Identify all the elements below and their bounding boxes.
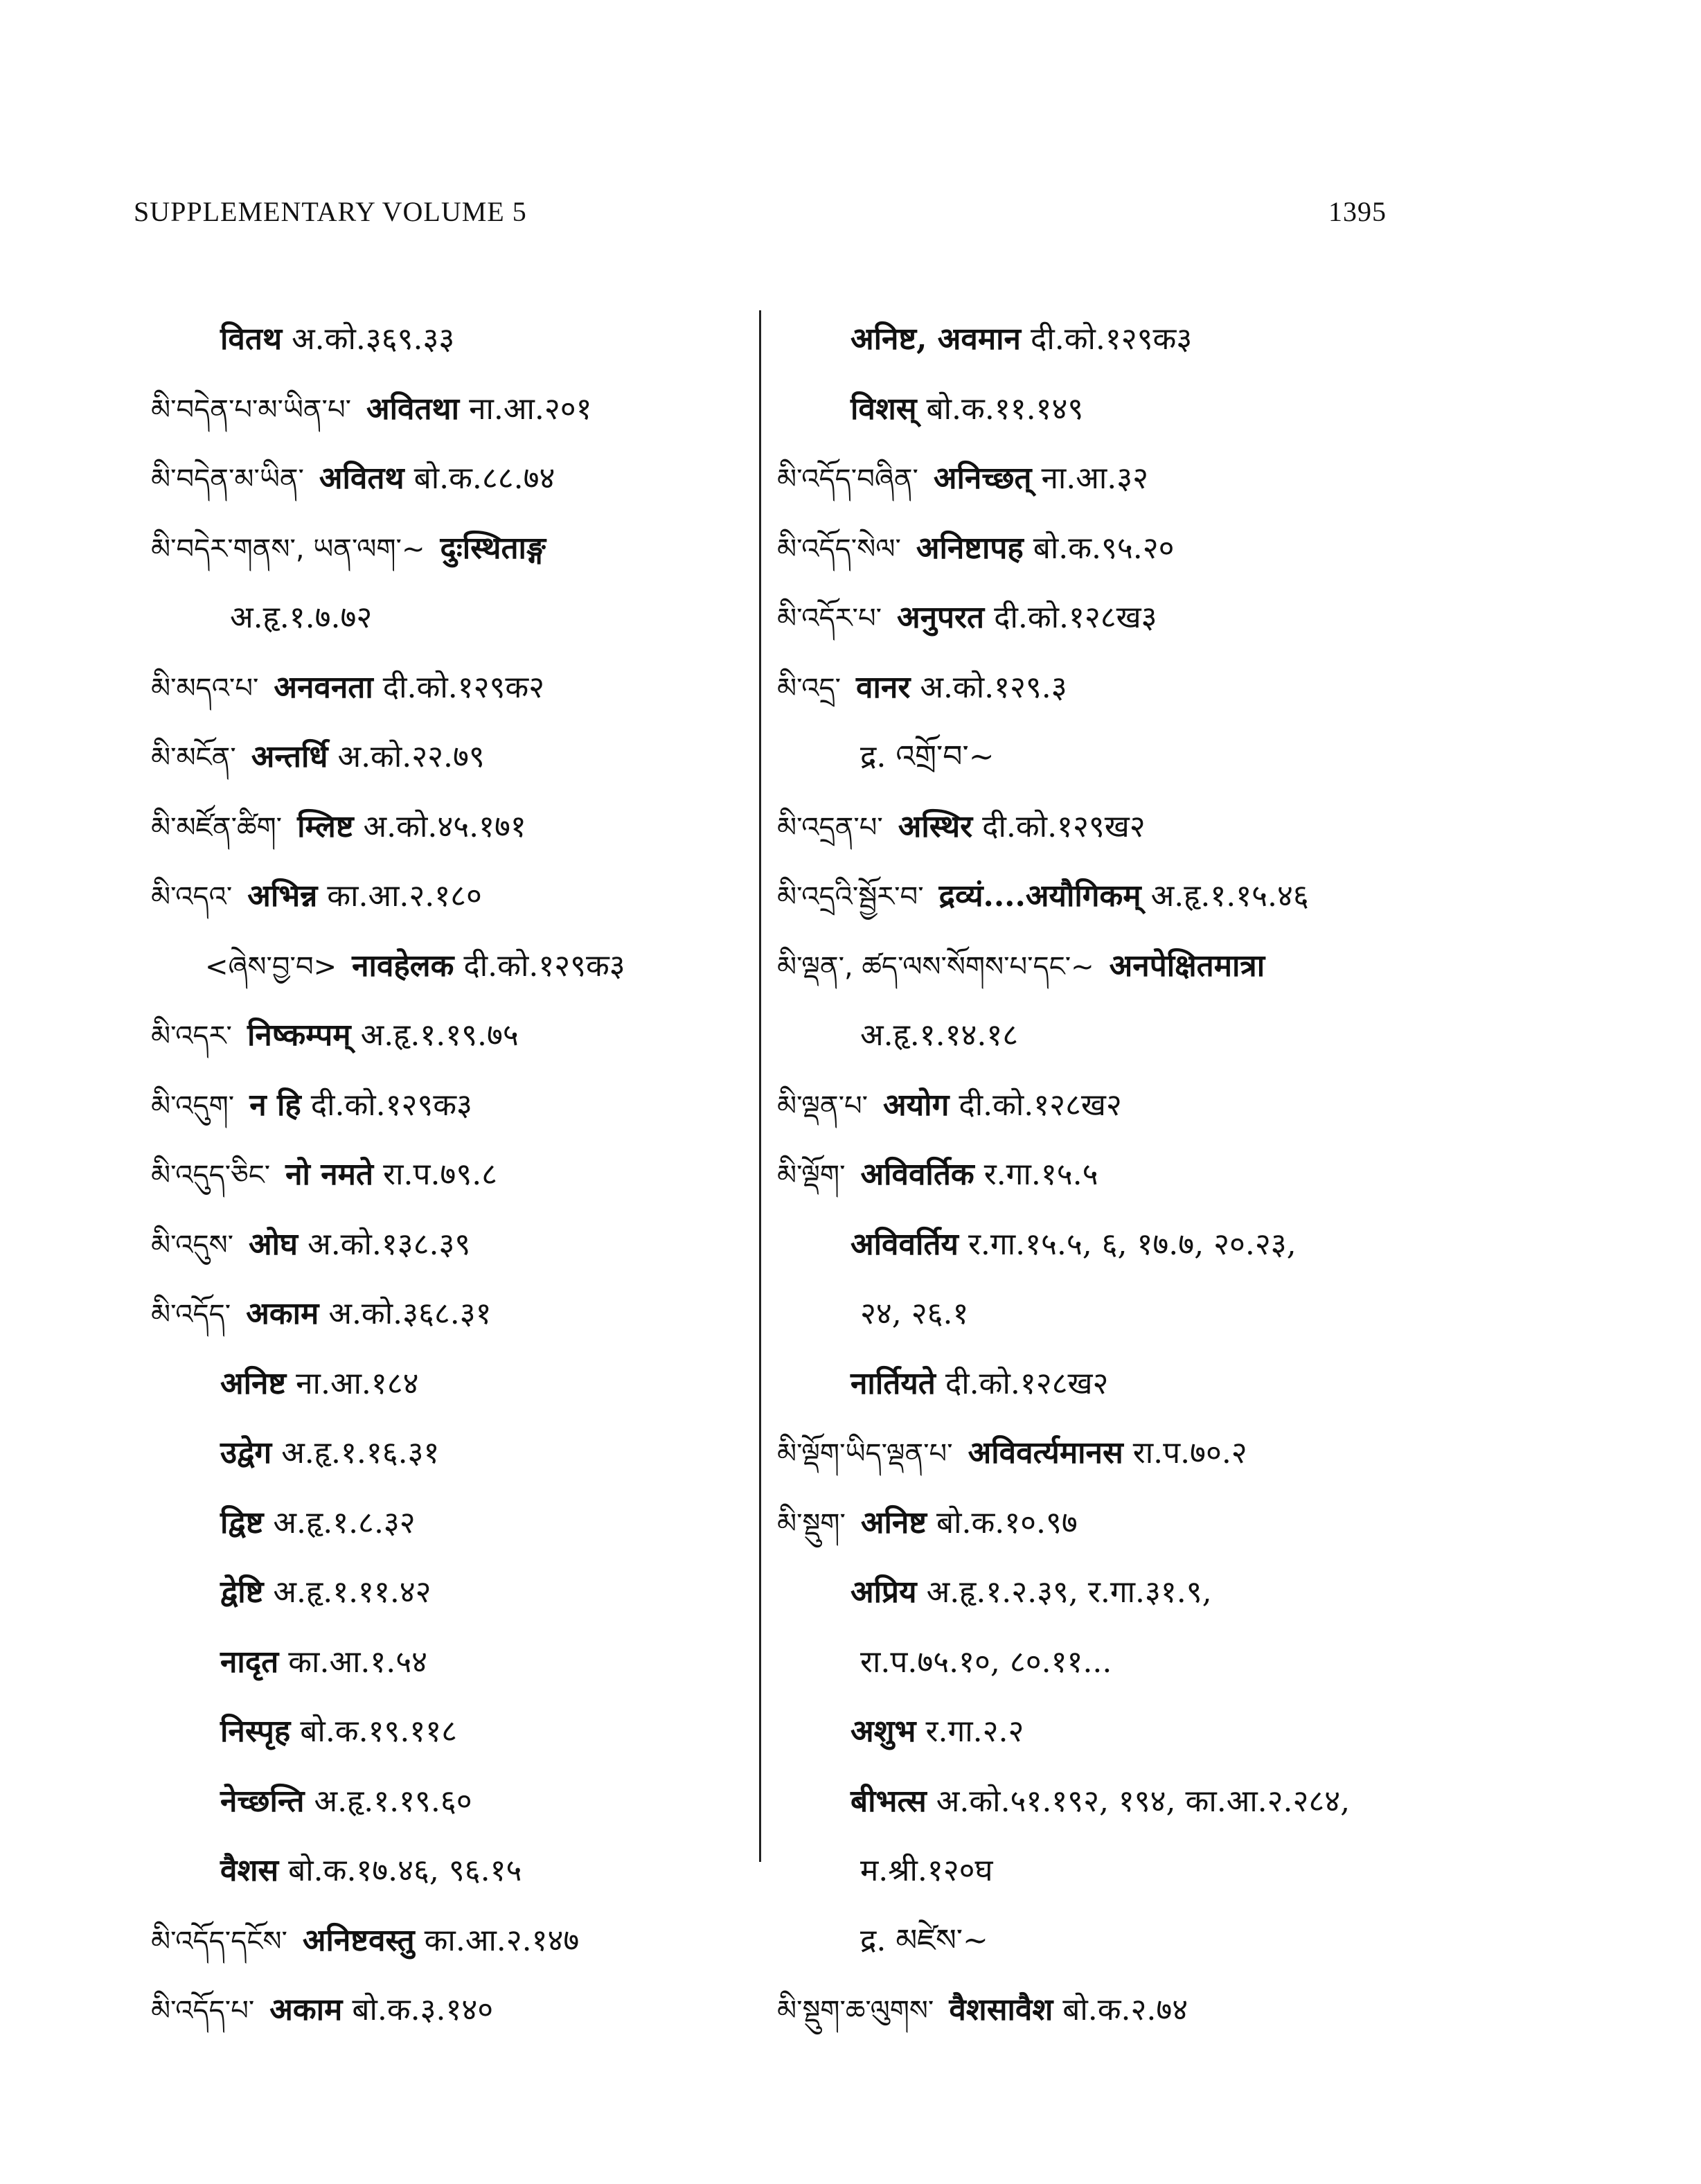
dictionary-entry <box>777 1628 1629 1698</box>
sanskrit-equivalent: अशुभ <box>850 1714 916 1749</box>
dictionary-entry <box>777 1906 1629 1976</box>
dictionary-entry <box>777 862 1629 932</box>
source-reference: २४, २६.१ <box>860 1296 969 1331</box>
source-reference: ना.आ.३२ <box>1041 461 1149 496</box>
tibetan-headword: མི་འདོད་སེལ་ <box>777 533 901 565</box>
dictionary-entry <box>151 1140 760 1210</box>
source-reference: द्र. འགྲོ་བ་~ <box>860 739 995 774</box>
source-reference: दी.को.१२९ख२ <box>982 808 1146 844</box>
sanskrit-equivalent: अनिच्छत् <box>933 461 1032 496</box>
source-reference: रा.प.७९.८ <box>383 1157 498 1192</box>
dictionary-entry <box>777 1071 1629 1141</box>
dictionary-entry <box>777 1140 1629 1210</box>
sanskrit-equivalent: नावहेलक <box>352 948 454 984</box>
source-reference: का.आ.२.१८० <box>327 878 482 914</box>
sanskrit-equivalent: द्विष्ट <box>220 1504 264 1541</box>
sanskrit-equivalent: निस्पृह <box>220 1714 291 1749</box>
dictionary-entry <box>777 305 1629 375</box>
sanskrit-equivalent: अविवर्त्यमानस <box>968 1435 1123 1471</box>
dictionary-entry <box>151 1558 760 1628</box>
dictionary-entry <box>777 444 1629 514</box>
source-reference: ना.आ.२०१ <box>469 391 592 427</box>
sanskrit-equivalent: अनिष्ट <box>860 1504 927 1541</box>
sanskrit-equivalent: वैशस <box>220 1853 279 1888</box>
dictionary-entry <box>151 1279 760 1349</box>
tibetan-headword: མི་འདར་ <box>151 1020 232 1052</box>
dictionary-entry <box>777 722 1629 792</box>
tibetan-headword: མི་འདོར་པ་ <box>777 603 882 634</box>
tibetan-headword: མི་བདེར་གནས་, ཡན་ལག་~ <box>151 533 425 565</box>
source-reference: दी.को.१२९क२ <box>382 669 545 705</box>
tibetan-headword: མི་འདྲན་པ་ <box>777 811 883 844</box>
page-number: 1395 <box>1328 196 1387 227</box>
source-reference: अ.हृ.१.१४.१८ <box>860 1018 1019 1053</box>
dictionary-entry <box>151 1489 760 1559</box>
sanskrit-equivalent: निष्कम्पम् <box>247 1018 351 1053</box>
dictionary-entry <box>777 792 1629 862</box>
dictionary-entry <box>777 1349 1629 1419</box>
sanskrit-equivalent: अनिष्टवस्तु <box>302 1922 415 1958</box>
dictionary-entry <box>777 583 1629 653</box>
sanskrit-equivalent: वैशसावैश <box>949 1992 1053 2027</box>
source-reference: र.गा.१५.५, ६, १७.७, २०.२३, <box>968 1226 1297 1262</box>
sanskrit-equivalent: अवितथ <box>319 461 404 496</box>
dictionary-entry <box>777 1976 1629 2045</box>
tibetan-headword: <ཞེས་བྱ་བ> <box>205 950 337 983</box>
tibetan-headword: མི་སྡུག་ <box>777 1507 846 1540</box>
source-reference: दी.को.१२८ख३ <box>994 600 1157 635</box>
dictionary-entry <box>151 375 760 445</box>
sanskrit-equivalent: उद्वेग <box>220 1435 272 1471</box>
tibetan-headword: མི་ལྡན་པ་ <box>777 1090 869 1122</box>
dictionary-entry <box>151 444 760 514</box>
dictionary-entry <box>151 1071 760 1141</box>
source-reference: अ.को.४५.१७१ <box>363 808 526 844</box>
source-reference: द्र. མཛེས་~ <box>860 1922 988 1958</box>
source-reference: अ.हृ.१.७.७२ <box>230 600 373 635</box>
tibetan-headword: མི་འདྲ་ <box>777 672 841 704</box>
sanskrit-equivalent: अयोग <box>883 1087 950 1123</box>
tibetan-headword: མི་བདེན་མ་ཡིན་ <box>151 463 304 495</box>
sanskrit-equivalent: अभिन्न <box>247 878 318 914</box>
source-reference: बो.क.११.१४९ <box>926 391 1084 427</box>
sanskrit-equivalent: अकाम <box>246 1296 319 1331</box>
source-reference: बो.क.९५.२० <box>1033 530 1175 566</box>
sanskrit-equivalent: द्रव्यं....अयौगिकम् <box>938 878 1141 914</box>
tibetan-headword: མི་འདྲའི་སྦྱོར་བ་ <box>777 881 924 913</box>
source-reference: बो.क.१०.९७ <box>936 1504 1078 1541</box>
sanskrit-equivalent: अविवर्तिय <box>850 1226 959 1262</box>
source-reference: बो.क.८८.७४ <box>413 461 555 496</box>
tibetan-headword: མི་འདའ་ <box>151 881 233 913</box>
tibetan-headword: མི་འདུས་ <box>151 1229 234 1261</box>
tibetan-headword: མི་འདུད་ཅིང་ <box>151 1160 271 1191</box>
sanskrit-equivalent: अनिष्ट, अवमान <box>850 321 1021 357</box>
sanskrit-equivalent: नो नमते <box>285 1157 374 1192</box>
source-reference: अ.हृ.१.१६.३१ <box>281 1435 440 1471</box>
tibetan-headword: མི་འདོད་བཞིན་ <box>777 463 918 495</box>
dictionary-entry <box>777 1489 1629 1559</box>
dictionary-entry <box>777 1210 1629 1280</box>
sanskrit-equivalent: म्लिष्ट <box>297 808 354 844</box>
source-reference: अ.को.३६९.३३ <box>292 321 455 357</box>
dictionary-entry <box>151 1628 760 1698</box>
sanskrit-equivalent: अनपेक्षितमात्रा <box>1109 948 1265 984</box>
sanskrit-equivalent: वानर <box>856 669 911 705</box>
source-reference: बो.क.१९.११८ <box>300 1714 457 1749</box>
sanskrit-equivalent: अनुपरत <box>897 600 985 635</box>
dictionary-entry <box>777 1558 1629 1628</box>
source-reference: अ.को.३६८.३१ <box>328 1296 492 1331</box>
source-reference: अ.को.५१.१९२, १९४, का.आ.२.२८४, <box>936 1783 1351 1819</box>
sanskrit-equivalent: नादृत <box>220 1644 279 1680</box>
sanskrit-equivalent: नार्तियते <box>850 1365 936 1401</box>
tibetan-headword: མི་ལྡོག་ <box>777 1160 846 1191</box>
dictionary-entry <box>777 1836 1629 1906</box>
sanskrit-equivalent: न हि <box>249 1087 301 1123</box>
sanskrit-equivalent: वितथ <box>220 321 283 357</box>
left-column <box>151 305 760 2045</box>
source-reference: रा.प.७५.१०, ८०.११... <box>860 1644 1112 1680</box>
column-divider <box>759 310 761 1862</box>
source-reference: अ.को.१३८.३९ <box>308 1226 471 1262</box>
source-reference: अ.हृ.१.२.३९, र.गा.३१.९, <box>926 1574 1212 1610</box>
dictionary-entry <box>151 1419 760 1489</box>
tibetan-headword: མི་མདའ་པ་ <box>151 672 259 704</box>
dictionary-entry <box>151 1836 760 1906</box>
dictionary-entry <box>777 375 1629 445</box>
tibetan-headword: མི་མཛོན་ཚིག་ <box>151 811 283 844</box>
source-reference: अ.हृ.१.११.४२ <box>273 1574 431 1610</box>
source-reference: अ.हृ.१.१९.७५ <box>360 1018 519 1053</box>
tibetan-headword: མི་ལྡན་, ཚད་ལས་སོགས་པ་དང་~ <box>777 950 1094 983</box>
dictionary-entry <box>151 1210 760 1280</box>
source-reference: बो.क.३.१४० <box>352 1992 494 2027</box>
source-reference: दी.को.१२९क३ <box>310 1087 472 1123</box>
dictionary-entry <box>151 1349 760 1419</box>
source-reference: का.आ.२.१४७ <box>424 1922 580 1958</box>
sanskrit-equivalent: अप्रिय <box>850 1574 917 1610</box>
source-reference: बो.क.२.७४ <box>1062 1992 1188 2027</box>
sanskrit-equivalent: दुःस्थिताङ्ग <box>440 530 546 566</box>
dictionary-entry <box>151 862 760 932</box>
sanskrit-equivalent: द्वेष्टि <box>220 1574 264 1610</box>
tibetan-headword: མི་ལྡོག་ཡིད་ལྡན་པ་ <box>777 1438 953 1470</box>
tibetan-headword: མི་འདུག་ <box>151 1090 235 1122</box>
dictionary-entry <box>151 653 760 723</box>
source-reference: दी.को.१२८ख२ <box>959 1087 1122 1123</box>
source-reference: रा.प.७०.२ <box>1132 1435 1247 1471</box>
source-reference: अ.को.२२.७९ <box>337 739 485 774</box>
sanskrit-equivalent: अविवर्तिक <box>860 1157 974 1192</box>
dictionary-entry <box>777 653 1629 723</box>
dictionary-entry <box>151 1767 760 1837</box>
tibetan-headword: མི་འདོད་དངོས་ <box>151 1925 287 1957</box>
dictionary-entry <box>151 722 760 792</box>
source-reference: अ.हृ.१.१९.६० <box>314 1783 472 1819</box>
source-reference: अ.हृ.१.१५.४६ <box>1150 878 1309 914</box>
sanskrit-equivalent: ओघ <box>249 1226 299 1262</box>
dictionary-entry <box>777 1419 1629 1489</box>
dictionary-entry <box>151 583 760 653</box>
tibetan-headword: མི་བདེན་པ་མ་ཡིན་པ་ <box>151 393 351 426</box>
dictionary-entry <box>777 1279 1629 1349</box>
tibetan-headword: མི་འདོད་པ་ <box>151 1995 255 2027</box>
dictionary-entry <box>777 1767 1629 1837</box>
dictionary-entry <box>151 1697 760 1767</box>
tibetan-headword: མི་འདོད་ <box>151 1299 231 1331</box>
dictionary-entry <box>151 1906 760 1976</box>
sanskrit-equivalent: नेच्छन्ति <box>220 1783 305 1819</box>
source-reference: अ.को.१२९.३ <box>920 669 1067 705</box>
source-reference: र.गा.१५.५ <box>983 1157 1098 1192</box>
source-reference: दी.को.१२८ख२ <box>945 1365 1109 1401</box>
sanskrit-equivalent: बीभत्स <box>850 1783 927 1819</box>
dictionary-entry <box>151 1001 760 1071</box>
sanskrit-equivalent: अन्तर्धि <box>251 739 328 774</box>
source-reference: दी.को.१२९क३ <box>1030 321 1193 357</box>
source-reference: बो.क.१७.४६, ९६.१५ <box>288 1853 522 1888</box>
dictionary-entry <box>151 514 760 584</box>
dictionary-entry <box>777 932 1629 1002</box>
sanskrit-equivalent: अनिष्टापह <box>916 530 1024 566</box>
right-column <box>777 305 1629 2045</box>
dictionary-entry <box>151 792 760 862</box>
sanskrit-equivalent: अकाम <box>269 1992 343 2027</box>
source-reference: का.आ.१.५४ <box>288 1644 428 1680</box>
dictionary-entry <box>777 514 1629 584</box>
sanskrit-equivalent: अवितथा <box>366 391 460 427</box>
dictionary-entry <box>151 932 760 1002</box>
source-reference: ना.आ.१८४ <box>296 1365 419 1401</box>
sanskrit-equivalent: अनवनता <box>274 669 373 705</box>
sanskrit-equivalent: अस्थिर <box>898 808 973 844</box>
source-reference: म.श्री.१२०घ <box>860 1853 993 1888</box>
dictionary-entry <box>777 1697 1629 1767</box>
dictionary-entry <box>151 305 760 375</box>
tibetan-headword: མི་མངོན་ <box>151 742 236 774</box>
running-header-title: SUPPLEMENTARY VOLUME 5 <box>134 196 527 227</box>
tibetan-headword: མི་སྡུག་ཆ་ལུགས་ <box>777 1995 934 2027</box>
sanskrit-equivalent: अनिष्ट <box>220 1365 287 1401</box>
source-reference: अ.हृ.१.८.३२ <box>273 1504 416 1541</box>
dictionary-entry <box>151 1976 760 2045</box>
dictionary-entry <box>777 1001 1629 1071</box>
sanskrit-equivalent: विशस् <box>850 391 917 427</box>
source-reference: दी.को.१२९क३ <box>463 948 625 984</box>
source-reference: र.गा.२.२ <box>925 1714 1024 1749</box>
